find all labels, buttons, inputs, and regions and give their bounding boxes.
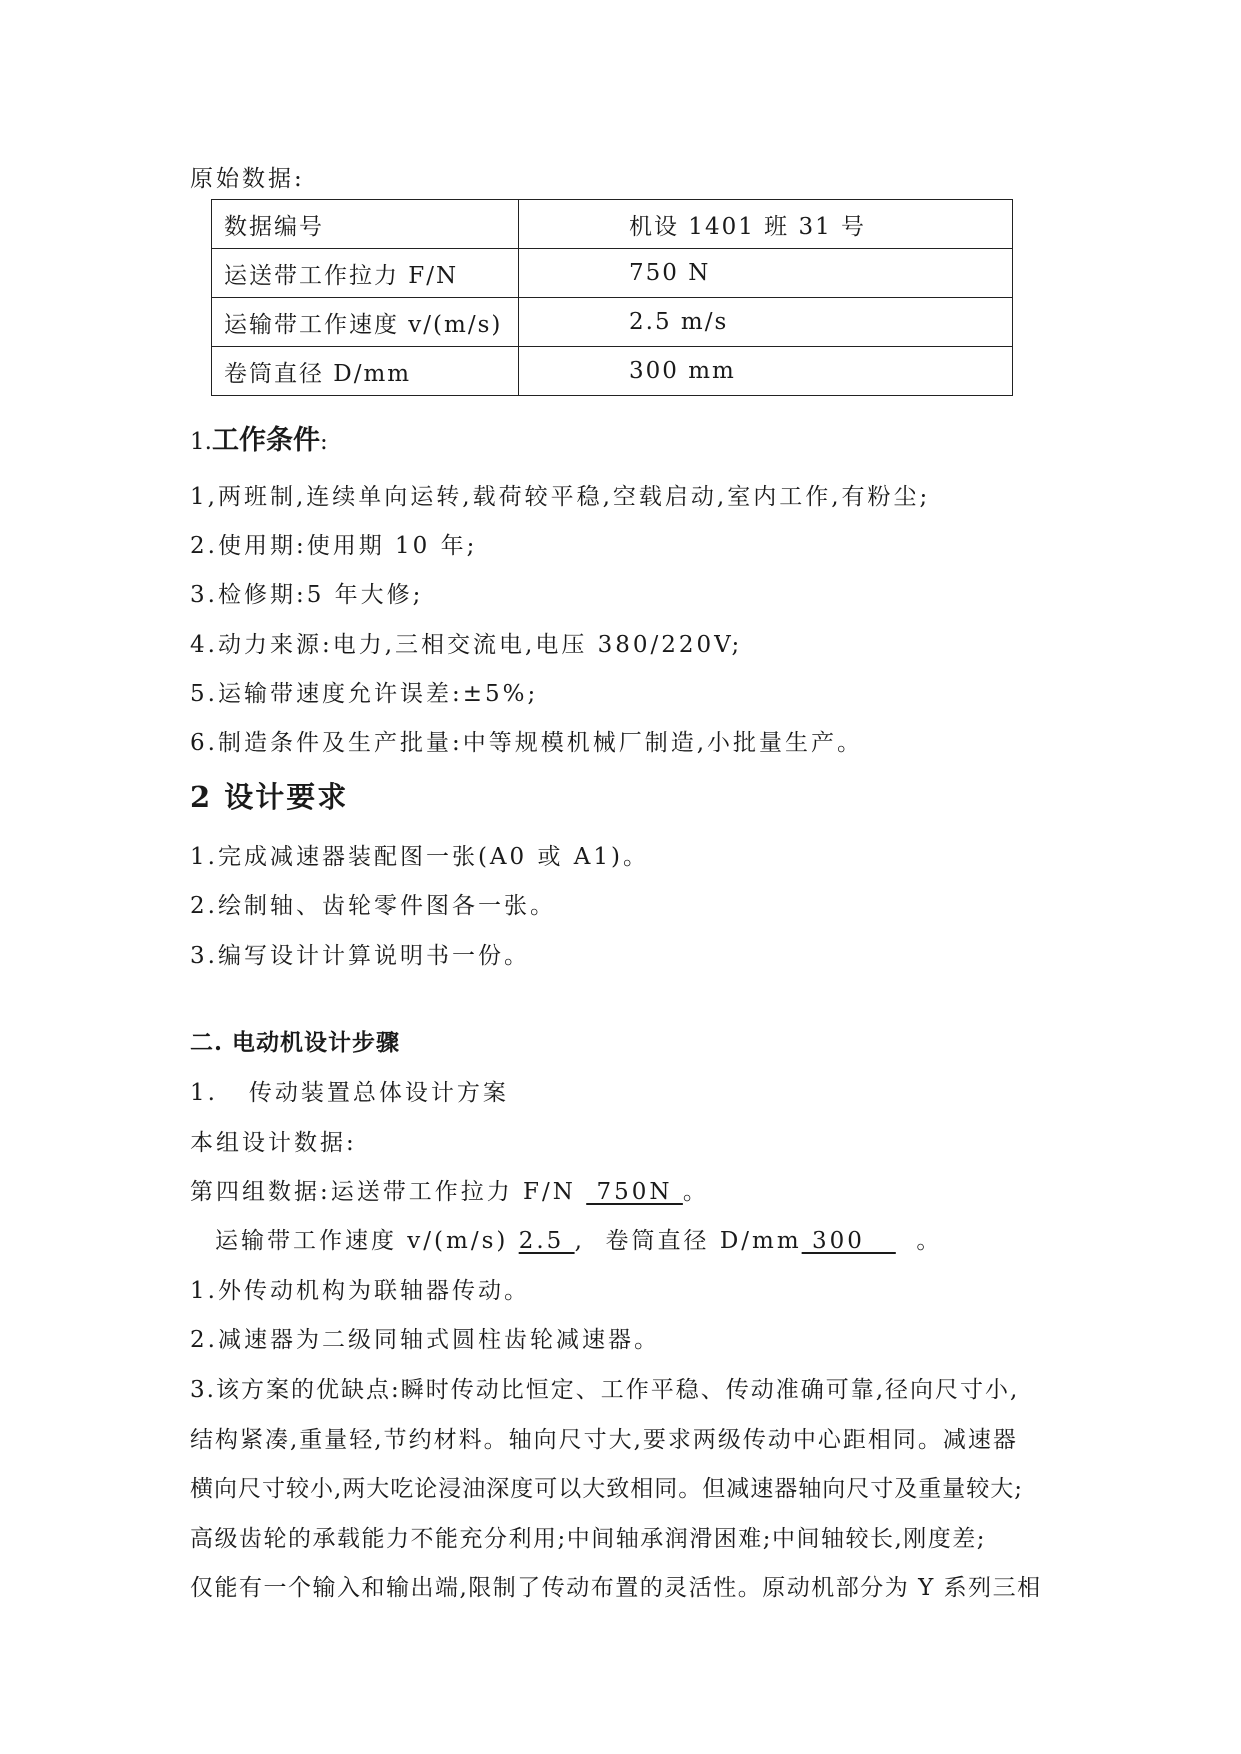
original-data-table — [211, 199, 1013, 396]
table-row — [212, 200, 1013, 249]
paragraph-line: 横向尺寸较小,两大吃论浸油深度可以大致相同。但减速器轴向尺寸及重量较大; — [190, 1476, 1024, 1502]
list-item: 6.制造条件及生产批量:中等规模机械厂制造,小批量生产。 — [190, 730, 864, 756]
group-data-line-1 — [190, 1173, 709, 1206]
table-value: 300 mm — [519, 347, 1013, 396]
list-item: 5.运输带速度允许误差:±5%; — [190, 681, 539, 707]
section1-number: 1. — [190, 429, 212, 455]
line1-prefix: 第四组数据:运送带工作拉力 F/N — [190, 1179, 587, 1205]
table-row — [212, 347, 1013, 396]
list-item: 4.动力来源:电力,三相交流电,电压 380/220V; — [190, 632, 743, 658]
group-label: 本组设计数据: — [190, 1130, 357, 1156]
section3-heading: 二. 电动机设计步骤 — [190, 1029, 401, 1056]
speed-value: 2.5 — [518, 1228, 575, 1254]
table-key: 运送带工作拉力 F/N — [212, 249, 519, 298]
diameter-value: 300 — [801, 1228, 896, 1254]
tension-value: 750N — [586, 1179, 683, 1205]
section3-subheading: 1. 传动装置总体设计方案 — [190, 1080, 509, 1106]
paragraph-line: 3.该方案的优缺点:瞬时传动比恒定、工作平稳、传动准确可靠,径向尺寸小, — [190, 1377, 1020, 1403]
table-row — [212, 249, 1013, 298]
table-row — [212, 298, 1013, 347]
list-item: 3.编写设计计算说明书一份。 — [190, 943, 530, 969]
list-item: 3.检修期:5 年大修; — [190, 582, 424, 608]
list-item: 1,两班制,连续单向运转,载荷较平稳,空载启动,室内工作,有粉尘; — [190, 484, 931, 510]
line1-suffix: 。 — [682, 1179, 709, 1205]
list-item: 2.减速器为二级同轴式圆柱齿轮减速器。 — [190, 1327, 660, 1353]
table-key: 数据编号 — [212, 200, 519, 249]
section1-title: 工作条件 — [211, 425, 320, 456]
table-value: 750 N — [519, 249, 1013, 298]
list-item: 2.使用期:使用期 10 年; — [190, 533, 478, 559]
line2-mid: , 卷筒直径 D/mm — [574, 1228, 802, 1254]
list-item: 1.完成减速器装配图一张(A0 或 A1)。 — [190, 844, 649, 870]
section1-heading — [190, 418, 328, 457]
paragraph-line: 仅能有一个输入和输出端,限制了传动布置的灵活性。原动机部分为 Y 系列三相 — [190, 1575, 1042, 1601]
line2-suffix: 。 — [895, 1228, 943, 1254]
group-data-line-2 — [215, 1222, 942, 1255]
section1-colon: : — [319, 429, 328, 455]
list-item: 1.外传动机构为联轴器传动。 — [190, 1278, 530, 1304]
intro-label: 原始数据: — [190, 166, 305, 192]
paragraph-line: 结构紧凑,重量轻,节约材料。轴向尺寸大,要求两级传动中心距相同。减速器 — [190, 1427, 1018, 1453]
section2-heading: 2 设计要求 — [190, 780, 349, 814]
table-key: 卷筒直径 D/mm — [212, 347, 519, 396]
table-key: 运输带工作速度 v/(m/s) — [212, 298, 519, 347]
list-item: 2.绘制轴、齿轮零件图各一张。 — [190, 893, 556, 919]
table-value: 机设 1401 班 31 号 — [519, 200, 1013, 249]
paragraph-line: 高级齿轮的承载能力不能充分利用;中间轴承润滑困难;中间轴较长,刚度差; — [190, 1526, 987, 1552]
line2-prefix: 运输带工作速度 v/(m/s) — [215, 1228, 519, 1254]
table-value: 2.5 m/s — [519, 298, 1013, 347]
